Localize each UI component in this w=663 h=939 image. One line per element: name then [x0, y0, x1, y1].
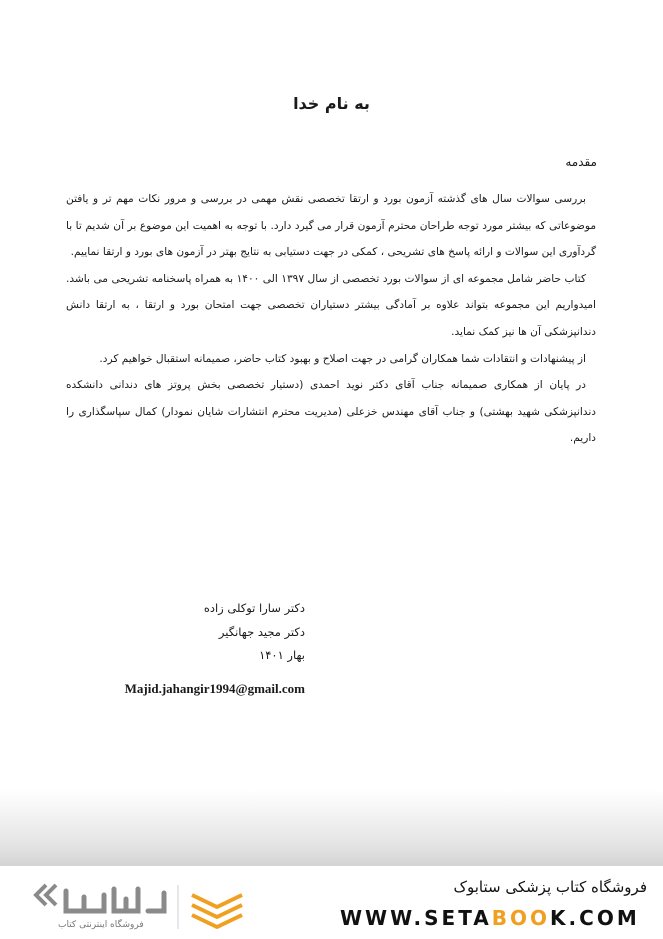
paragraph: بررسی سوالات سال های گذشته آزمون بورد و ارتقا تخصصی نقش مهمی در بررسی و مرور نکات مهم تر و یافتن موضوعاتی که بیشتر مورد توجه طراحان محترم آزمون قرار می گیرد دارد. با توجه به اهمیت این موضوع بر آن شدیم تا با گردآوری این سوالات و ارائه پاسخ های تشریحی ، کمکی در جهت دستیابی به نتایج بهتر در آزمون های بورد و ارتقا نماییم. — [66, 193, 596, 259]
footer-shadow — [0, 790, 663, 868]
logo-wordmark — [66, 889, 164, 911]
url-suffix: K.COM — [550, 906, 640, 930]
author-email: Majid.jahangir1994@gmail.com — [124, 681, 305, 696]
book-stack-icon — [192, 895, 242, 927]
paragraph: کتاب حاضر شامل مجموعه ای از سوالات بورد تخصصی از سال ۱۳۹۷ الی ۱۴۰۰ به همراه پاسخنامه تشریحی می باشد. امیدواریم این مجموعه بتواند علاوه بر آمادگی بیشتر دستیاران تخصصی جهت امتحان بورد و ارتقا ، به ارتقا دانش دندانپزشکی آن ها نیز کمک نماید. — [66, 272, 596, 338]
url-prefix: WWW.SETA — [340, 906, 492, 930]
author-name: دکتر سارا توکلی زاده — [203, 601, 305, 615]
store-name: فروشگاه کتاب پزشکی ستابوک — [453, 878, 647, 896]
section-heading: مقدمه — [565, 155, 597, 169]
store-url[interactable] — [340, 906, 640, 930]
date: بهار ۱۴۰۱ — [259, 648, 305, 662]
logo-subtitle: فروشگاه اینترنتی کتاب — [58, 920, 144, 930]
signature-block — [170, 597, 305, 668]
paragraph: در پایان از همکاری صمیمانه جناب آقای دکتر نوید احمدی (دستیار تخصصی بخش پروتز های دندانی دانشکده دندانپزشکی شهید بهشتی) و جناب آقای مهندس خزعلی (مدیریت محترم انتشارات شایان نمودار) کمال سپاسگذاری را داریم. — [66, 379, 596, 445]
url-accent: BOO — [491, 906, 551, 930]
double-chevron-icon — [36, 885, 56, 905]
author-name: دکتر مجید جهانگیر — [218, 624, 305, 639]
paragraph: از پیشنهادات و انتقادات شما همکاران گرامی در جهت اصلاح و بهبود کتاب حاضر، صمیمانه استقبال خواهیم کرد. — [99, 352, 586, 365]
page-title: به نام خدا — [293, 94, 370, 113]
introduction-body — [66, 186, 596, 452]
